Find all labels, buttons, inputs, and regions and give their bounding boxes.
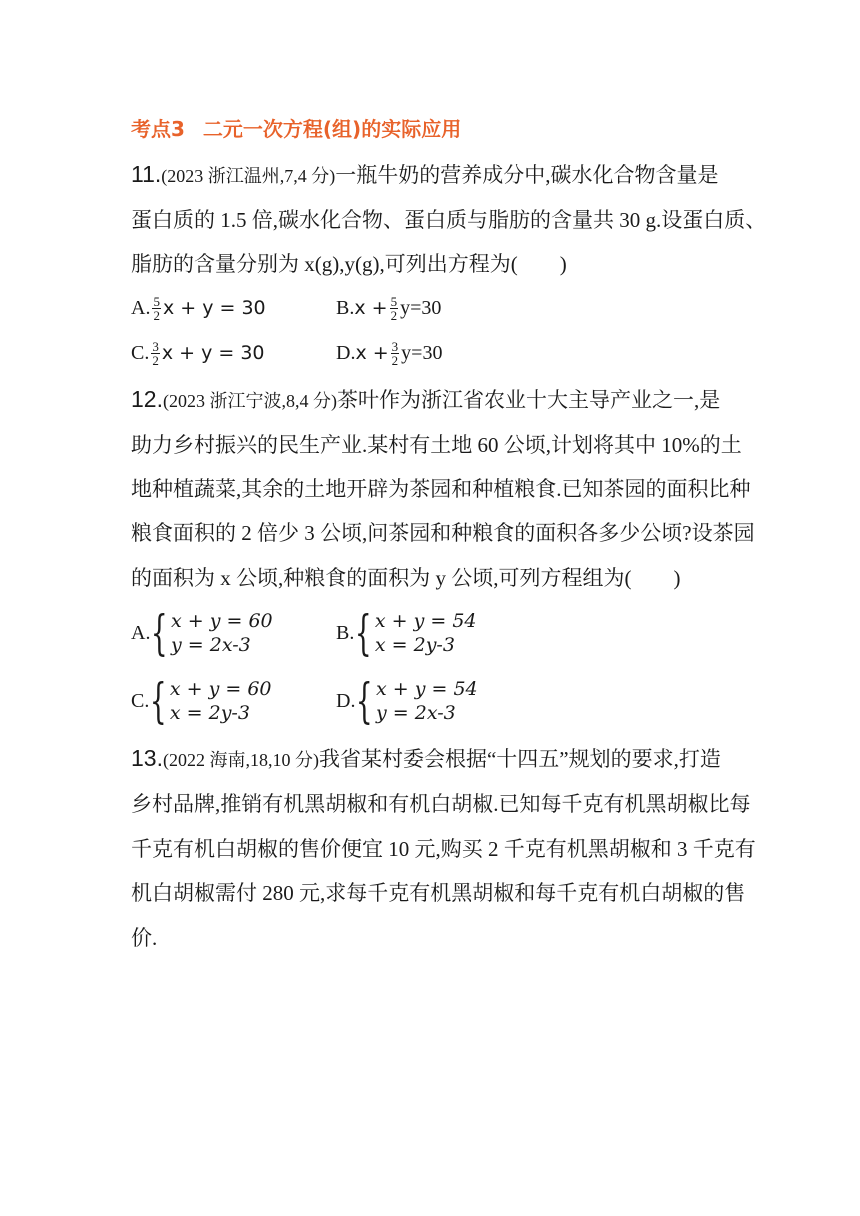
q13-line-2: 乡村品牌,推销有机黑胡椒和有机白胡椒.已知每千克有机黑胡椒比每 xyxy=(131,792,751,816)
q12-line-2: 助力乡村振兴的民生产业.某村有土地 60 公顷,计划将其中 10%的土 xyxy=(131,433,742,457)
q12-line-4: 粮食面积的 2 倍少 3 公顷,问茶园和种粮食的面积各多少公顷?设茶园 xyxy=(131,521,755,545)
q13-number: 13. xyxy=(131,745,163,771)
q11-source: (2023 浙江温州,7,4 分) xyxy=(161,166,336,186)
q12-source: (2023 浙江宁波,8,4 分) xyxy=(162,391,337,411)
section-heading xyxy=(131,113,461,142)
q11-option-a[interactable]: A. $\frac{5}{2}$ x + y = 30 xyxy=(131,293,266,323)
q12-option-a[interactable]: A. { x + y = 60 y = 2x-3 xyxy=(131,605,273,661)
equation-system: { x + y = 60 y = 2x-3 xyxy=(151,605,273,661)
q11-option-b[interactable]: B. x + $\frac{5}{2}$ y=30 xyxy=(336,293,442,323)
q12-option-b[interactable]: B. { x + y = 54 x = 2y-3 xyxy=(336,605,477,661)
q13-source: (2022 海南,18,10 分) xyxy=(162,750,319,770)
q13-line-4: 机白胡椒需付 280 元,求每千克有机黑胡椒和每千克有机白胡椒的售 xyxy=(131,881,746,905)
q12-line-1: 12.(2023 浙江宁波,8,4 分)茶叶作为浙江省农业十大主导产业之一,是 xyxy=(131,386,721,412)
fraction: $\frac{5}{2}$ xyxy=(153,293,160,323)
q12-line-3: 地种植蔬菜,其余的土地开辟为茶园和种植粮食.已知茶园的面积比种 xyxy=(131,477,751,501)
q11-line-3: 脂肪的含量分别为 x(g),y(g),可列出方程为( ) xyxy=(131,252,567,276)
q11-number: 11. xyxy=(131,161,162,187)
q11-option-c[interactable]: C. $\frac{3}{2}$ x + y = 30 xyxy=(131,338,265,368)
q13-line-5: 价. xyxy=(131,926,158,950)
fraction: $\frac{5}{2}$ xyxy=(390,293,398,323)
equation-system: { x + y = 54 x = 2y-3 xyxy=(355,605,477,661)
q11-option-d[interactable]: D. x + $\frac{3}{2}$ y=30 xyxy=(336,338,443,368)
fraction: $\frac{3}{2}$ xyxy=(391,338,399,368)
q12-line-5: 的面积为 x 公顷,种粮食的面积为 y 公顷,可列方程组为( ) xyxy=(131,566,681,590)
q11-line-2: 蛋白质的 1.5 倍,碳水化合物、蛋白质与脂肪的含量共 30 g.设蛋白质、 xyxy=(131,208,767,232)
equation-system: { x + y = 54 y = 2x-3 xyxy=(356,673,478,729)
section-title-text: 二元一次方程(组)的实际应用 xyxy=(202,117,462,141)
q11-line-1: 11.(2023 浙江温州,7,4 分)一瓶牛奶的营养成分中,碳水化合物含量是 xyxy=(131,161,719,187)
q13-line-3: 千克有机白胡椒的售价便宜 10 元,购买 2 千克有机黑胡椒和 3 千克有 xyxy=(131,837,756,861)
q12-number: 12. xyxy=(131,386,163,412)
fraction: $\frac{3}{2}$ xyxy=(152,338,159,368)
q12-option-c[interactable]: C. { x + y = 60 x = 2y-3 xyxy=(131,673,272,729)
section-label: 考点3 xyxy=(131,117,185,141)
equation-system: { x + y = 60 x = 2y-3 xyxy=(150,673,272,729)
q12-option-d[interactable]: D. { x + y = 54 y = 2x-3 xyxy=(336,673,478,729)
q13-line-1: 13.(2022 海南,18,10 分)我省某村委会根据“十四五”规划的要求,打造 xyxy=(131,745,721,771)
